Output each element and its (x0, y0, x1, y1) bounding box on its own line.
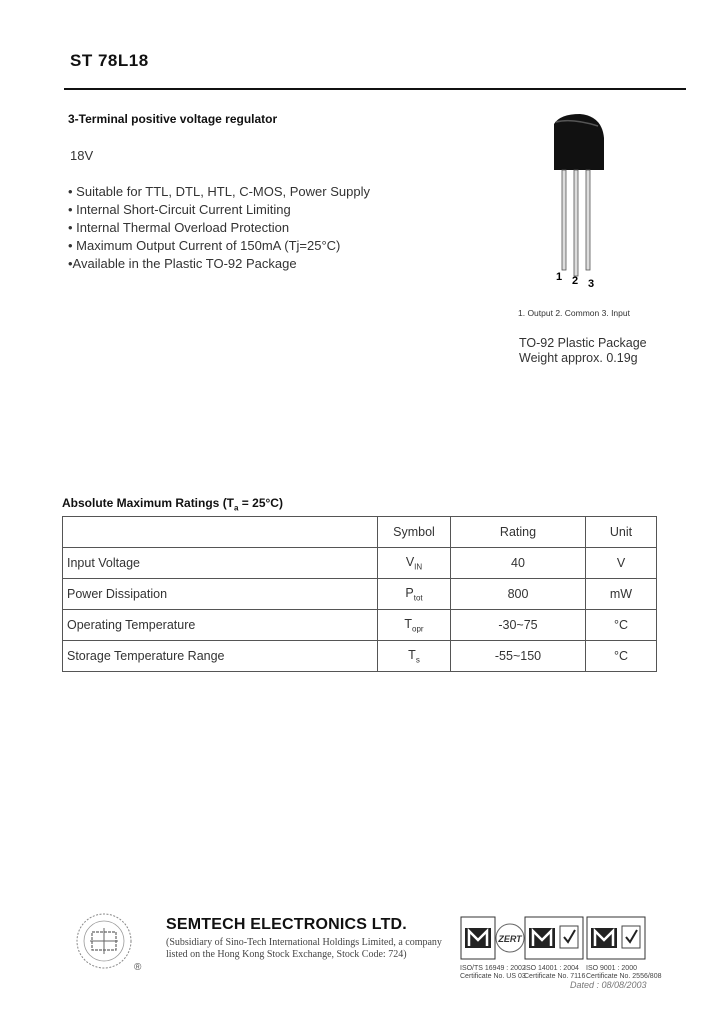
feature-item: • Internal Short-Circuit Current Limiting (68, 202, 291, 217)
title-rule (64, 88, 686, 90)
table-header-row (63, 517, 657, 548)
moody-ukas-logo (586, 916, 646, 960)
feature-item: • Suitable for TTL, DTL, HTL, C-MOS, Power Supply (68, 184, 370, 199)
symbol-cell: $V_{IN}$ (378, 548, 451, 579)
table-row (63, 641, 657, 672)
table-row (63, 579, 657, 610)
cert-caption-line2: Certificate No. 7116 (524, 973, 586, 980)
ratings-table (62, 516, 657, 672)
to92-package-drawing (548, 112, 618, 292)
unit-cell: °C (586, 610, 657, 641)
unit-cell: °C (586, 641, 657, 672)
table-row (63, 610, 657, 641)
rating-cell: 800 (451, 579, 586, 610)
company-name: SEMTECH ELECTRONICS LTD. (166, 916, 407, 933)
registered-mark: ® (134, 962, 142, 973)
moody-zert-logo (460, 916, 526, 960)
unit-cell: mW (586, 579, 657, 610)
package-type: TO-92 Plastic Package (519, 336, 647, 350)
pin-number-3: 3 (588, 278, 595, 290)
cert-caption-line1: ISO/TS 16949 : 2002 (460, 965, 526, 972)
company-subline-1: (Subsidiary of Sino-Tech International Holdings Limited, a company (166, 937, 442, 948)
header-rating: Rating (451, 517, 586, 548)
output-voltage: 18V (70, 148, 94, 163)
symbol-cell: $T_{opr}$ (378, 610, 451, 641)
feature-item: • Internal Thermal Overload Protection (68, 220, 290, 235)
company-subtitle (166, 937, 442, 961)
unit-cell: V (586, 548, 657, 579)
parameter-cell: Input Voltage (63, 548, 378, 579)
cert-caption-line1: ISO 9001 : 2000 (586, 965, 637, 972)
rating-cell: -30~75 (451, 610, 586, 641)
parameter-cell: Operating Temperature (63, 610, 378, 641)
company-subline-2: listed on the Hong Kong Stock Exchange, Stock Code: 724) (166, 949, 407, 960)
header-parameter (63, 517, 378, 548)
symbol-cell: $T_s$ (378, 641, 451, 672)
pin-number-2: 2 (572, 275, 579, 287)
cert-caption-line2: Certificate No. US 03 (460, 973, 526, 980)
cert-caption-line1: ISO 14001 : 2004 (524, 965, 579, 972)
dated-label: Dated : 08/08/2003 (570, 980, 647, 990)
feature-list (68, 183, 370, 273)
page-title: ST 78L18 (70, 51, 149, 70)
cert-caption-line2: Certificate No. 2556/808 (586, 973, 662, 980)
table-row (63, 548, 657, 579)
feature-item: •Available in the Plastic TO-92 Package (68, 256, 297, 271)
cert-block (460, 916, 528, 981)
pin-labels: 1. Output 2. Common 3. Input (518, 308, 630, 318)
rating-cell: 40 (451, 548, 586, 579)
cert-block (524, 916, 588, 981)
package-info (519, 336, 647, 366)
svg-text:ZERT: ZERT (498, 934, 522, 944)
company-seal-logo (76, 908, 132, 974)
package-weight: Weight approx. 0.19g (519, 351, 638, 365)
parameter-cell: Power Dissipation (63, 579, 378, 610)
pin-number-1: 1 (556, 271, 563, 283)
product-subtitle: 3-Terminal positive voltage regulator (68, 112, 278, 126)
moody-ukas-logo (524, 916, 584, 960)
rating-cell: -55~150 (451, 641, 586, 672)
symbol-cell: $P_{tot}$ (378, 579, 451, 610)
cert-block (586, 916, 662, 981)
parameter-cell: Storage Temperature Range (63, 641, 378, 672)
feature-item: • Maximum Output Current of 150mA (Tj=25°C) (68, 238, 341, 253)
header-symbol: Symbol (378, 517, 451, 548)
header-unit: Unit (586, 517, 657, 548)
ratings-title: Absolute Maximum Ratings $(T_a = 25^\circ C)$ (62, 496, 283, 513)
